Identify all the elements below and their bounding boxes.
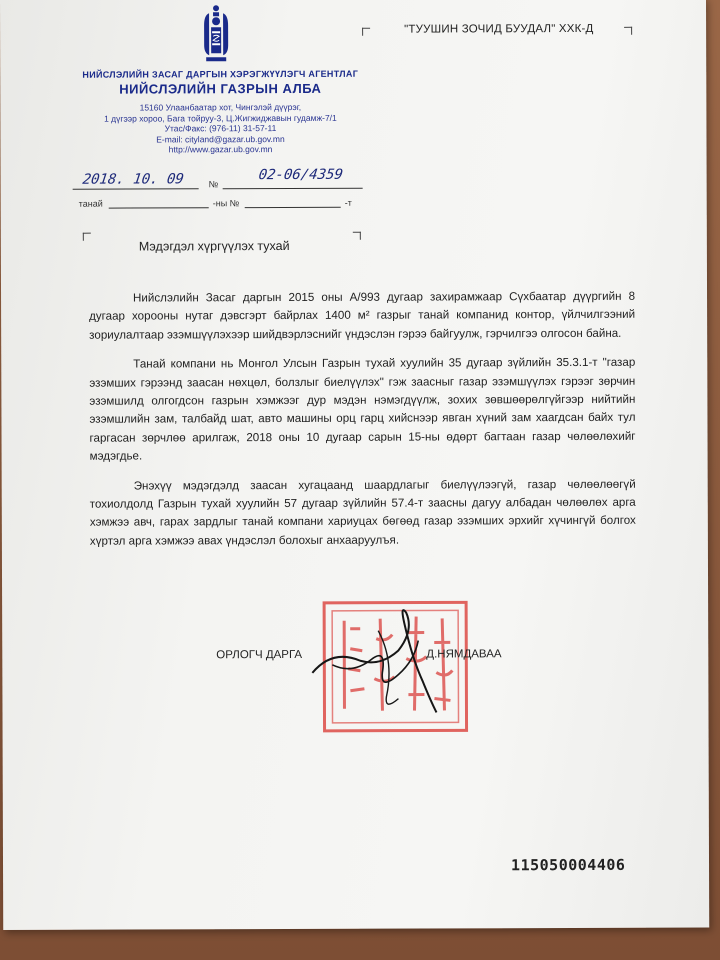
signatory-name: Д.НЯМДАВАА [426, 648, 502, 661]
handwritten-date: 2018. 10. 09 [81, 171, 185, 188]
mongolia-state-emblem-icon [198, 3, 234, 65]
agency-line: НИЙСЛЭЛИЙН ЗАСАГ ДАРГЫН ХЭРЭГЖҮҮЛЭГЧ АГЕНТЛАГ [82, 68, 359, 80]
your-number-label: -ны № [212, 198, 240, 209]
address-line: 15160 Улаанбаатар хот, Чингэлэй дүүрэг, [139, 101, 302, 113]
recipient-name: "ТУУШИН ЗОЧИД БУУДАЛ" ХХК-Д [404, 22, 594, 36]
date-underline [73, 188, 199, 189]
website-line: http://www.gazar.ub.gov.mn [168, 144, 273, 155]
reference-block [73, 166, 373, 212]
body-paragraph: Танай компани нь Монгол Улсын Газрын тухай хуулийн 35 дугаар зүйлийн 35.3.1-т "газар эзэмших гэрээнд заасан нөхцөл, болзлыг биелүүлэх" гэж заасныг газар эзэмшүүлэх гэрээг зөрчин эзэмшилд олгогдсон газрын хэмжээг дур мэдэн нэмэгдүүлж, зохих зөвшөөрөлгүйгээр нийтийн эзэмшлийн зам, талбайд шат, авто машины орц гарц хийснээр явган хүний зам хаагдсан байх тул гаргасан зөрчлөө арилгаж, 2018 оны 10 дугаар сарын 15-ны өдөрт багтаан газар чөлөөлөхийг мэдэгдье. [89, 356, 636, 463]
your-label: танай [78, 198, 103, 209]
address-block [70, 102, 370, 156]
body-paragraph: Нийслэлийн Засаг даргын 2015 оны А/993 дугаар захирамжаар Сүхбаатар дүүргийн 8 дугаар хорооны нутаг дэвсгэрт байрлах 1400 м² газрыг танай компанид контор, үйлчилгээний зориулалтаар эзэмшүүлэхээр шийдвэрлэснийг үндэслэн гэрээ байгуулж, гэрчилгээ олгосон байна. [89, 289, 636, 342]
recipient-corner-mark [362, 28, 370, 36]
your-number-underline [245, 207, 341, 208]
office-name: НИЙСЛЭЛИЙН ГАЗРЫН АЛБА [119, 80, 322, 97]
your-date-underline [109, 207, 209, 208]
number-label: № [208, 179, 219, 190]
body-paragraph: Энэхүү мэдэгдэлд заасан хугацаанд шаардлагыг биелүүлээгүй, газар чөлөөлөөгүй тохиолдолд Газрын тухай хуулийн 57 дугаар зүйлийн 57.4-т заасны дагуу албадан чөлөөлөх арга хэмжээ авч, гарах зардлыг танай компани хариуцах бөгөөд газар эзэмших эрхийг хүчингүй болгох хүртэл арга хэмжээ авах үндэслэл болохыг анхааруулъя. [89, 477, 636, 548]
letter-body [89, 288, 636, 562]
phone-line: Утас/Факс: (976-11) 31-57-11 [164, 123, 277, 134]
subject-corner-mark [83, 233, 91, 241]
letter-subject: Мэдэгдэл хүргүүлэх тухай [138, 238, 290, 254]
recipient-corner-mark [624, 27, 632, 35]
number-underline [223, 188, 363, 189]
signatory-title: ОРЛОГЧ ДАРГА [216, 648, 303, 662]
handwritten-number: 02-06/4359 [257, 166, 345, 184]
serial-number: 115050004406 [510, 855, 626, 875]
suffix-label: -т [344, 197, 352, 208]
address-line: 1 дүгээр хороо, Бага тойруу-3, Ц.Жигжиджавын гудамж-7/1 [104, 112, 337, 124]
subject-corner-mark [353, 232, 361, 240]
letterhead [70, 69, 370, 156]
email-line: E-mail: cityland@gazar.ub.gov.mn [156, 133, 285, 144]
